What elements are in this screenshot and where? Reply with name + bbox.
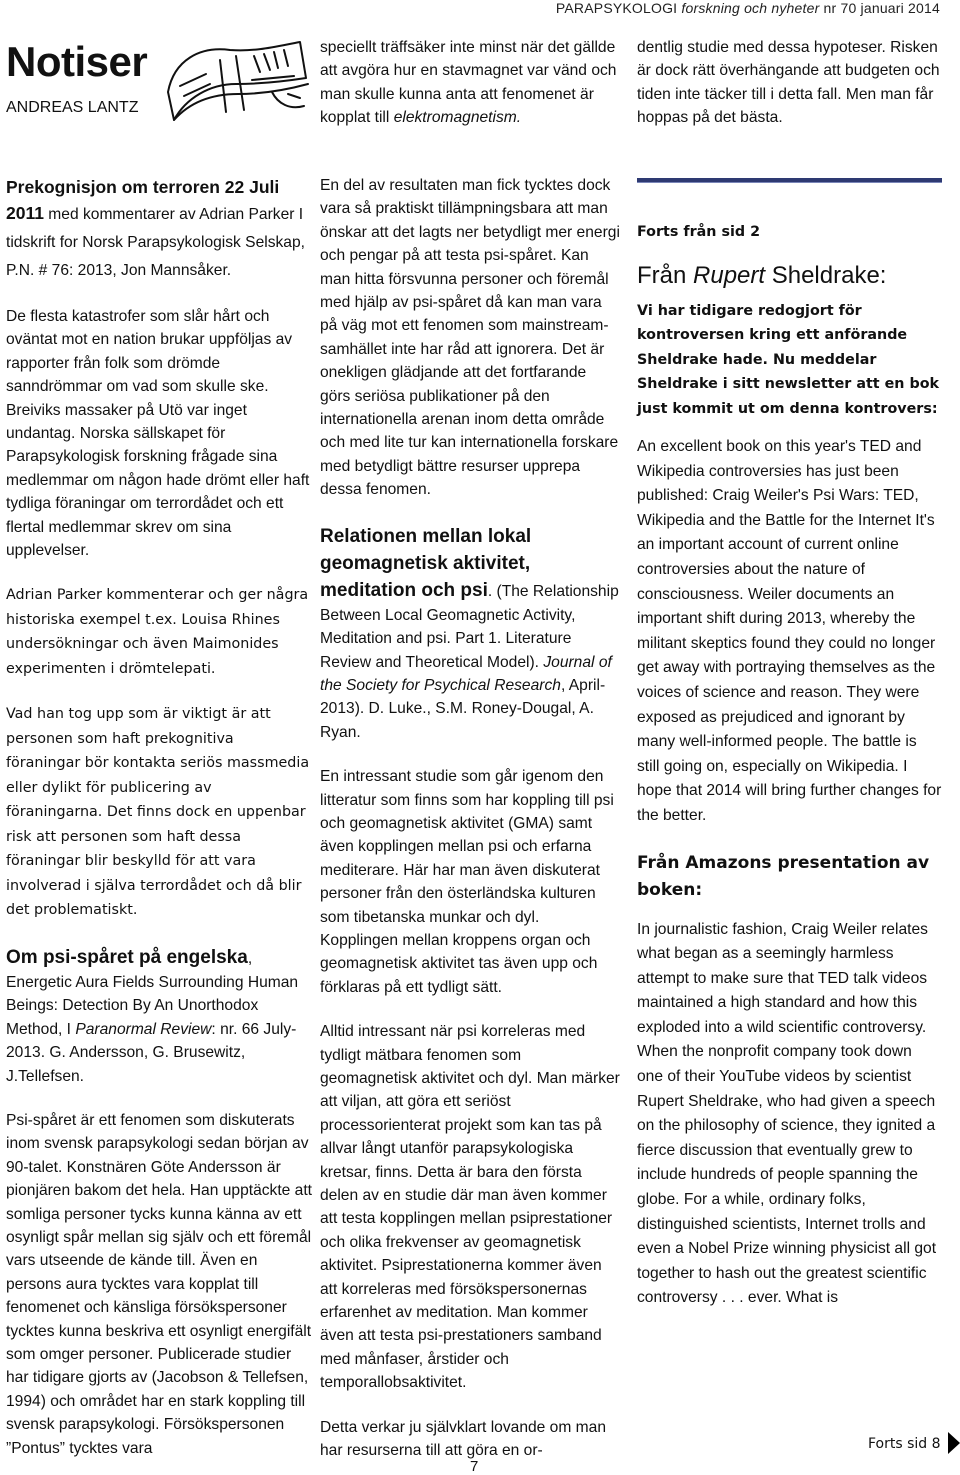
paragraph: In journalistic fashion, Craig Weiler relates what began as a seemingly harmless attempt to make sure that TED talk videos maintained a high standard and how this exploded into a wild scientific controversy. When the nonprofit company took down one of their YouTube videos by scientist Rupert Sheldrake, who had given a speech on the philosophy of science, they ignited a fierce discussion that eventually grew to include hundreds of people spanning the globe. For a while, ordinary folks, distinguished scientists, Internet trolls and even a Nobel Prize winning physicist all got together to hash out the greatest scientific controversy . . . ever. What is — [637, 920, 937, 1307]
column-1 — [6, 174, 312, 1460]
article-heading-psi-sparet: Om psi-spåret på engelska, Energetic Aura Fields Surrounding Human Beings: Detection By An Unorthodox Method, I Paranormal Review: nr. 66 July-2013. G. Andersson, G. Brusewitz, J.Tellefsen. — [6, 946, 299, 1085]
section-title: Notiser — [6, 38, 148, 85]
paragraph: Vad han tog upp som är viktigt är att personen som haft prekognitiva föraningar bör kontakta seriös massmedia eller dylikt för publicering av föraningarna. Det finns dock en uppenbar risk att personen som haft dessa föraningar blir beskylld för att vara involverad i själva terrordådet och då blir det problematiskt. — [6, 706, 310, 919]
continued-from-label: Forts från sid 2 — [637, 224, 761, 240]
issue-label: nr 70 januari 2014 — [823, 0, 940, 16]
paragraph: Detta verkar ju självklart lovande om man har resurserna till att göra en or- — [320, 1418, 607, 1460]
journal-tagline: forskning och nyheter — [681, 0, 820, 16]
article-heading-amazon: Från Amazons presentation av boken: — [637, 852, 930, 900]
paragraph: An excellent book on this year's TED and Wikipedia controversies has just been published: Craig Weiler's Psi Wars: TED, Wikipedia and the Battle for the Internet It's an important account of current online controversies about the nature of consciousness. Weiler documents an important shift during 2013, whereby the militant skeptics found they could no longer get away with portraying themselves as the voices of science and reason. They were exposed as prejudiced and ignorant by many well-informed people. The battle is still going on, especially on Wikipedia. I hope that 2014 will bring further changes for the better. — [637, 438, 942, 824]
newspaper-sketch-icon — [160, 32, 315, 132]
article-heading-prekognisjon: Prekognisjon om terroren 22 Juli 2011 med kommentarer av Adrian Parker I tidskrift for Norsk Parapsykologisk Selskap, P.N. # 76: 2013, Jon Mannsåker. — [6, 177, 305, 279]
article-intro: Vi har tidigare redogjort för kontroversen kring ett anförande Sheldrake hade. Nu meddelar Sheldrake i sitt newsletter att en bok just kommit ut om denna kontrovers: — [637, 302, 940, 417]
arrow-right-icon — [948, 1432, 960, 1454]
paragraph: En intressant studie som går igenom den litteratur som finns som har koppling till psi och geomagnetisk aktivitet (GMA) samt även kopplingen mellan psi och erfarna mediterare. Här har man även diskuterat personer från den österländska kulturen som tibetanska munkar och dyl. Kopplingen mellan kroppens organ och geomagnetisk aktivitet tas även upp och förklaras på ett tydligt sätt. — [320, 768, 614, 996]
paragraph: Alltid intressant när psi korreleras med tydligt mätbara fenomen som geomagnetisk aktivitet och dyl. Man märker att viljan, att göra ett seriöst processorienterat projekt som kan tas på allvar långt utanför parapsykologiska kretsar, finns. Detta är bara den första delen av en studie där man även kommer att testa kopplingen mellan psiprestationer och olika frekvenser av geomagnetisk aktivitet. Psiprestationerna kommer även att korreleras med försökspersonernas erfarenhet av meditation. Man kommer även att testa psi-prestationers samband med månfaser, årstider och temporallobsaktivitet. — [320, 1023, 620, 1392]
column-3 — [637, 220, 942, 1311]
column-2 — [320, 36, 620, 130]
section-divider — [637, 178, 942, 183]
column-2-main — [320, 174, 620, 1463]
column-3-top — [637, 36, 942, 130]
paragraph: speciellt träffsäker inte minst när det gällde att avgöra hur en stavmagnet var vänd och man skulle kunna anta att fenomenet är kopplat till elektromagnetism. — [320, 39, 617, 127]
article-heading-sheldrake: Från Rupert Sheldrake: — [637, 261, 887, 289]
paragraph: dentlig studie med dessa hypoteser. Risken är dock rätt överhängande att budgeten och tiden inte täcker till i detta fall. Men man får hoppas på det bästa. — [637, 39, 940, 127]
running-header — [556, 0, 940, 16]
paragraph: En del av resultaten man fick tycktes dock vara så praktiskt tillämpningsbara att man önskar att det lagts ner betydligt mer energi och pengar på att testa psi-spåret. Kan man hitta försvunna personer och föremål med hjälp av psi-spåret då kan man vara på väg mot ett fenomen som mainstream-samhället inte har råd att ignorera. Det är onekligen glädjande att det fortfarande görs seriösa publikationer på den internationella arenan inom detta område och med lite tur kan internationella forskare med betydligt bättre resurser upprepa dessa fenomen. — [320, 177, 620, 499]
paragraph: De flesta katastrofer som slår hårt och oväntat mot en nation brukar uppföljas av rapporter från folk som drömde sanndrömmar om vad som skulle ske. Breiviks massaker på Utö var inget undantag. Norska sällskapet för Parapsykologisk forskning frågade sina medlemmar om någon hade drömt eller haft tydliga föraningar om terrordådet och ett flertal medlemmar skrev om sina upplevelser. — [6, 308, 310, 560]
continued-on-label: Forts sid 8 — [868, 1436, 941, 1452]
journal-name: PARAPSYKOLOGI — [555, 0, 678, 16]
paragraph: Adrian Parker kommenterar och ger några historiska exempel t.ex. Louisa Rhines undersökningar och även Maimonides experimenten i drömtelepati. — [6, 587, 309, 677]
section-author: ANDREAS LANTZ — [6, 99, 139, 116]
page-number: 7 — [470, 1458, 479, 1475]
article-heading-geomagnetisk: Relationen mellan lokal geomagnetisk aktivitet, meditation och psi. (The Relationship Between Local Geomagnetic Activity, Meditation and psi. Part 1. Literature Review and Theoretical Model). Journal of the Society for Psychical Research, April-2013). D. Luke., S.M. Roney-Dougal, A. Ryan. — [320, 525, 619, 741]
paragraph: Psi-spåret är ett fenomen som diskuterats inom svensk parapsykologi sedan början av 90-talet. Konstnären Göte Andersson är pionjären bakom det hela. Han upptäckte att somliga personer tycks kunna känna av ett osynligt spår mellan sig själv och ett föremål vars utseende de kände till. Även en persons aura tycktes vara kopplat till fenomenet och känsliga försökspersoner tycktes kunna beskriva ett osynligt energifält som omger personer. Publicerade studier har tidigare gjorts av (Jacobson & Tellefsen, 1994) och området har en stark koppling till svensk parapsykologi. Försökspersonen ”Pontus” tycktes vara — [6, 1112, 313, 1457]
